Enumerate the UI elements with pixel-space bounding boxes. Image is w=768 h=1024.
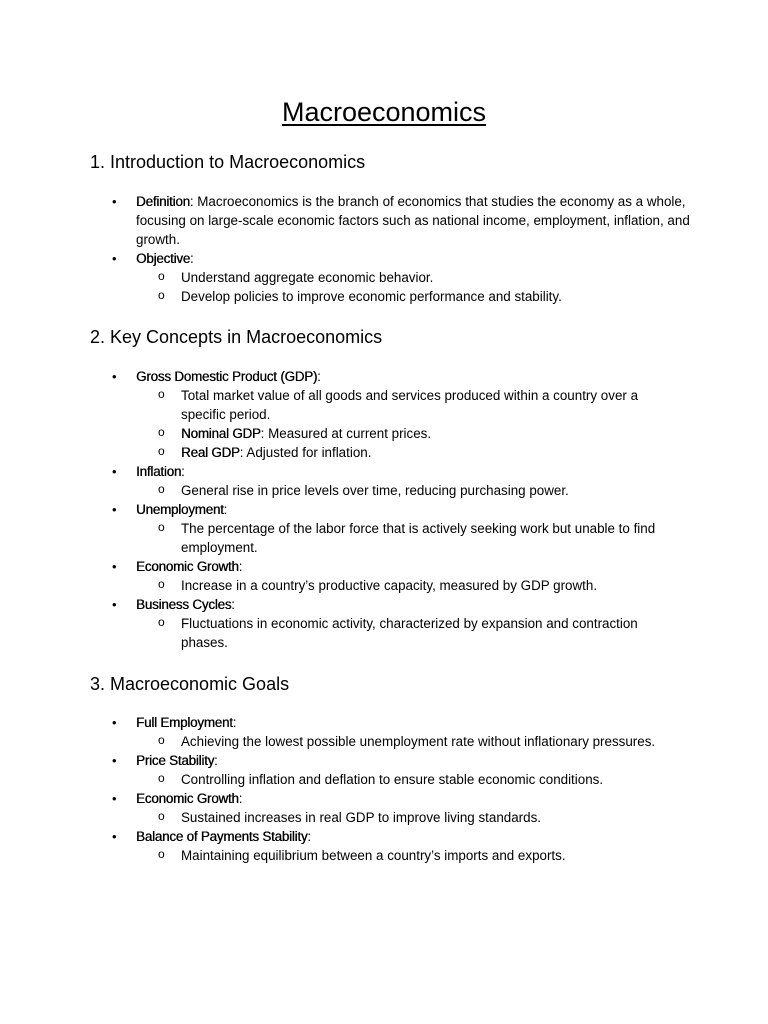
sub-list	[136, 576, 690, 595]
document-title-text: Macroeconomics	[281, 97, 487, 127]
list-item	[90, 713, 690, 751]
item-term: Economic Growth	[136, 559, 239, 574]
sub-item-term: Real GDP	[181, 445, 240, 460]
sub-list-item	[136, 481, 690, 500]
sub-item-text: Total market value of all goods and services produced within a country over a specific period.	[181, 388, 639, 422]
circle-bullet-icon: o	[158, 577, 165, 591]
item-term: Gross Domestic Product (GDP)	[136, 369, 318, 384]
sub-list-item	[136, 576, 690, 595]
bullet-list	[90, 713, 690, 865]
sub-list-item	[136, 808, 690, 827]
list-item	[90, 462, 690, 500]
list-item	[90, 827, 690, 865]
circle-bullet-icon: o	[158, 425, 165, 439]
circle-bullet-icon: o	[158, 520, 165, 534]
sub-list	[136, 732, 690, 751]
circle-bullet-icon: o	[158, 482, 165, 496]
sub-list-item	[136, 846, 690, 865]
item-text: :	[190, 251, 194, 266]
sub-list	[136, 268, 690, 306]
list-item	[90, 192, 690, 249]
section-key-concepts	[90, 325, 690, 650]
item-text: :	[231, 597, 235, 612]
bullet-icon: •	[112, 502, 117, 517]
circle-bullet-icon: o	[158, 809, 165, 823]
item-text: :	[238, 791, 243, 806]
circle-bullet-icon: o	[158, 733, 165, 747]
sub-list	[136, 808, 690, 827]
sub-list-item	[136, 614, 690, 652]
bullet-icon: •	[112, 829, 117, 844]
list-item	[90, 500, 690, 557]
sub-item-text: General rise in price levels over time, reducing purchasing power.	[181, 483, 569, 498]
sub-list	[136, 614, 690, 652]
sub-item-text: Achieving the lowest possible unemployment rate without inflationary pressures.	[181, 734, 656, 749]
sub-list	[136, 481, 690, 500]
item-text: :	[214, 753, 218, 768]
circle-bullet-icon: o	[158, 444, 165, 458]
sub-item-text: Maintaining equilibrium between a country’s imports and exports.	[181, 848, 566, 863]
item-text: :	[238, 559, 243, 574]
sub-list-item	[136, 424, 690, 443]
sub-list-item	[136, 287, 690, 306]
item-text: :	[181, 464, 185, 479]
sub-item-text: Understand aggregate economic behavior.	[181, 270, 434, 285]
sub-list-item	[136, 386, 690, 424]
bullet-icon: •	[112, 753, 117, 768]
item-term: Objective	[136, 251, 191, 266]
section-macroeconomic-goals	[90, 672, 690, 863]
sub-item-text: Fluctuations in economic activity, characterized by expansion and contraction phases.	[181, 616, 638, 650]
bullet-icon: •	[112, 194, 117, 209]
sub-list	[136, 519, 690, 557]
item-term: Unemployment	[136, 502, 224, 517]
sub-list	[136, 846, 690, 865]
bullet-icon: •	[112, 597, 117, 612]
sub-item-text: Sustained increases in real GDP to improve living standards.	[181, 810, 541, 825]
bullet-icon: •	[112, 464, 117, 479]
circle-bullet-icon: o	[158, 269, 165, 283]
bullet-list	[90, 192, 690, 306]
sub-list	[136, 770, 690, 789]
circle-bullet-icon: o	[158, 387, 165, 401]
bullet-icon: •	[112, 251, 117, 266]
item-text: :	[307, 829, 312, 844]
item-text: :	[317, 369, 321, 384]
sub-list	[136, 386, 690, 462]
sub-item-text: : Adjusted for inflation.	[239, 445, 372, 460]
circle-bullet-icon: o	[158, 288, 165, 302]
list-item	[90, 595, 690, 652]
sub-list-item	[136, 443, 690, 462]
bullet-icon: •	[112, 791, 117, 806]
circle-bullet-icon: o	[158, 615, 165, 629]
sub-list-item	[136, 268, 690, 287]
circle-bullet-icon: o	[158, 771, 165, 785]
item-term: Definition	[136, 194, 190, 209]
list-item	[90, 249, 690, 306]
section-heading: 3. Macroeconomic Goals	[90, 674, 290, 694]
item-term: Inflation	[136, 464, 182, 479]
sub-item-text: : Measured at current prices.	[260, 426, 432, 441]
section-heading: 2. Key Concepts in Macroeconomics	[90, 327, 383, 347]
list-item	[90, 789, 690, 827]
item-term: Full Employment	[136, 715, 233, 730]
list-item	[90, 367, 690, 462]
sub-list-item	[136, 732, 690, 751]
sub-list-item	[136, 519, 690, 557]
list-item	[90, 557, 690, 595]
circle-bullet-icon: o	[158, 847, 165, 861]
bullet-icon: •	[112, 369, 117, 384]
sub-item-text: Controlling inflation and deflation to ensure stable economic conditions.	[181, 772, 604, 787]
sub-list-item	[136, 770, 690, 789]
bullet-icon: •	[112, 559, 117, 574]
bullet-icon: •	[112, 715, 117, 730]
document-title	[0, 94, 768, 130]
sub-item-text: Develop policies to improve economic performance and stability.	[181, 289, 562, 304]
sub-item-text: Increase in a country’s productive capacity, measured by GDP growth.	[181, 578, 598, 593]
item-text: : Macroeconomics is the branch of economics that studies the economy as a whole, focusing on large-scale economic factors such as national income, employment, inflation, and growth.	[136, 194, 690, 247]
bullet-list	[90, 367, 690, 652]
item-term: Economic Growth	[136, 791, 239, 806]
item-text: :	[232, 715, 237, 730]
section-introduction	[90, 150, 690, 304]
item-term: Business Cycles	[136, 597, 232, 612]
item-term: Balance of Payments Stability	[136, 829, 308, 844]
sub-item-text: The percentage of the labor force that is actively seeking work but unable to find employment.	[181, 521, 656, 555]
sub-item-term: Nominal GDP	[181, 426, 261, 441]
item-term: Price Stability	[136, 753, 215, 768]
item-text: :	[223, 502, 228, 517]
section-heading: 1. Introduction to Macroeconomics	[90, 152, 366, 172]
list-item	[90, 751, 690, 789]
